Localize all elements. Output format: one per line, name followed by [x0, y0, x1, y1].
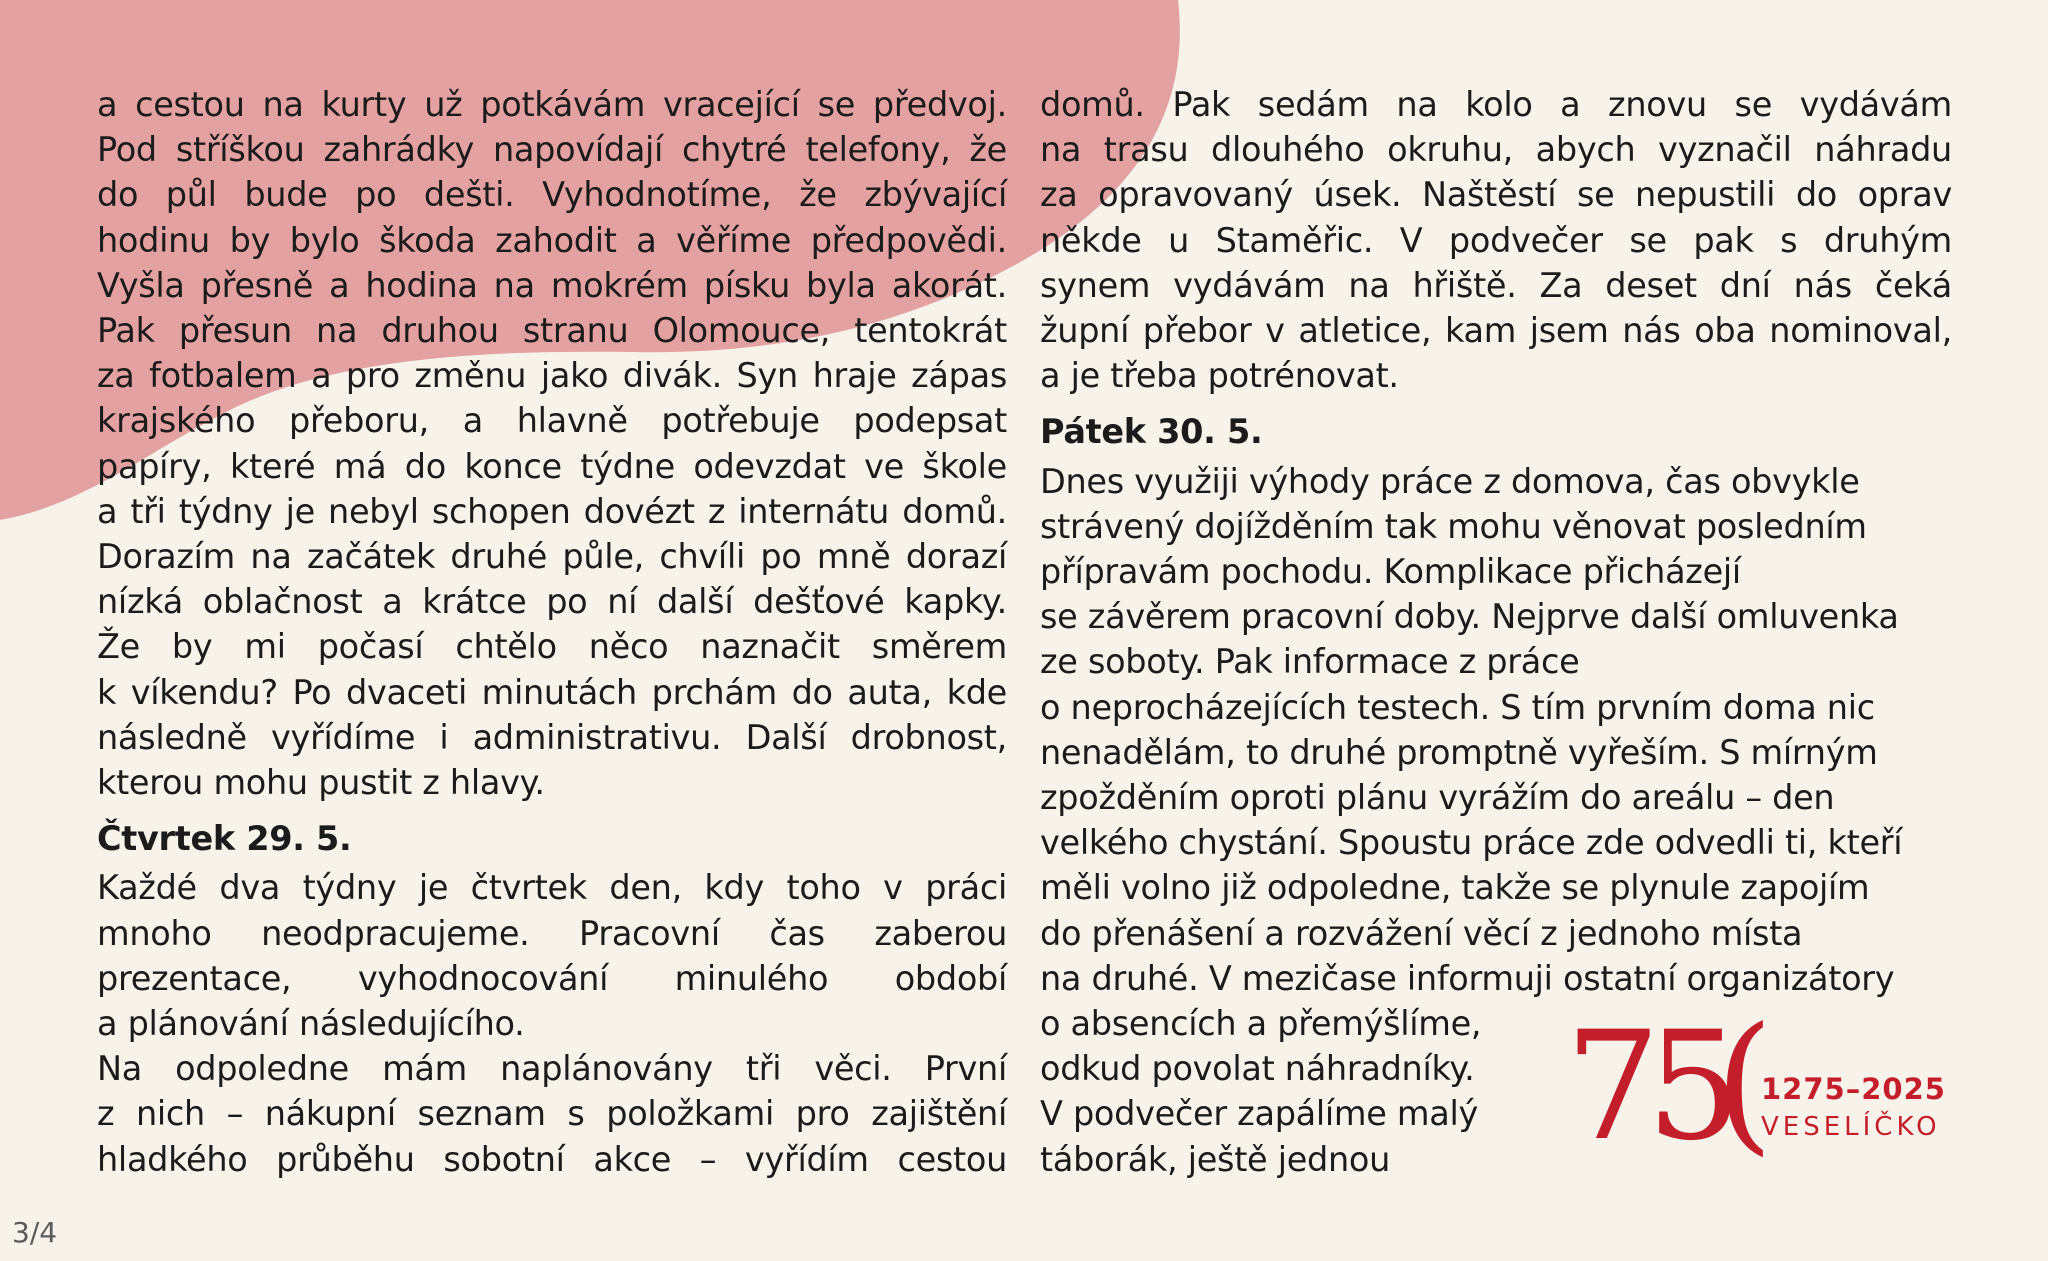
- text-line: za fotbalem a pro změnu jako divák. Syn hraje zápas: [97, 356, 1007, 396]
- page-number: 3/4: [12, 1216, 58, 1249]
- text-line: nenadělám, to druhé promptně vyřeším. S mírným: [1040, 732, 1878, 772]
- text-line: za opravovaný úsek. Naštěstí se nepustili do oprav: [1040, 175, 1952, 215]
- text-line: odkud povolat náhradníky.: [1040, 1049, 1475, 1089]
- text-line: zpožděním oproti plánu vyrážím do areálu – den: [1040, 778, 1835, 818]
- logo-number: 75: [1565, 1000, 1728, 1174]
- text-line: kterou mohu pustit z hlavy.: [97, 763, 545, 803]
- text-line: někde u Staměřic. V podvečer se pak s druhým: [1040, 220, 1952, 260]
- text-line: Dorazím na začátek druhé půle, chvíli po mně dorazí: [97, 537, 1007, 577]
- text-line: o neprocházejících testech. S tím prvním doma nic: [1040, 687, 1875, 727]
- text-line: a tři týdny je nebyl schopen dovézt z internátu domů.: [97, 491, 1007, 531]
- text-line: župní přebor v atletice, kam jsem nás oba nominoval,: [1040, 311, 1952, 351]
- text-line: Pod stříškou zahrádky napovídají chytré telefony, že: [97, 130, 1007, 170]
- text-line: velkého chystání. Spoustu práce zde odvedli ti, kteří: [1040, 823, 1903, 863]
- left-column: [97, 82, 1007, 1182]
- text-line: Pak přesun na druhou stranu Olomouce, tentokrát: [97, 311, 1007, 351]
- right-column: [1040, 82, 1952, 1182]
- text-line: mnoho neodpracujeme. Pracovní čas zaberou: [97, 913, 1007, 953]
- text-line: Každé dva týdny je čtvrtek den, kdy toho v práci: [97, 868, 1007, 908]
- text-line: následně vyřídíme i administrativu. Další drobnost,: [97, 717, 1007, 757]
- text-line: se závěrem pracovní doby. Nejprve další omluvenka: [1040, 597, 1899, 637]
- text-line: Vyšla přesně a hodina na mokrém písku byla akorát.: [97, 265, 1007, 305]
- text-line: a je třeba potrénovat.: [1040, 356, 1399, 396]
- text-line: do přenášení a rozvážení věcí z jednoho místa: [1040, 913, 1803, 953]
- text-line: a plánování následujícího.: [97, 1004, 525, 1044]
- text-line: k víkendu? Po dvaceti minutách prchám do auta, kde: [97, 672, 1007, 712]
- text-line: na trasu dlouhého okruhu, abych vyznačil náhradu: [1040, 130, 1952, 170]
- logo-name: VESELÍČKO: [1761, 1112, 1941, 1142]
- text-line: Na odpoledne mám naplánovány tři věci. První: [97, 1049, 1007, 1089]
- text-line: přípravám pochodu. Komplikace přicházejí: [1040, 552, 1741, 592]
- text-line: papíry, které má do konce týdne odevzdat ve škole: [97, 446, 1007, 486]
- text-line: synem vydávám na hřiště. Za deset dní nás čeká: [1040, 265, 1952, 305]
- text-line: a cestou na kurty už potkávám vracející se předvoj.: [97, 85, 1007, 124]
- text-line: prezentace, vyhodnocování minulého období: [97, 958, 1007, 998]
- section-heading-thursday: Čtvrtek 29. 5.: [97, 819, 352, 859]
- text-line: hodinu by bylo škoda zahodit a věříme předpovědi.: [97, 220, 1007, 260]
- text-line: z nich – nákupní seznam s položkami pro zajištění: [97, 1094, 1007, 1134]
- section-heading-friday: Pátek 30. 5.: [1040, 412, 1263, 452]
- text-line: táborák, ještě jednou: [1040, 1139, 1391, 1179]
- text-line: na druhé. V mezičase informuji ostatní organizátory: [1040, 958, 1895, 998]
- text-line: strávený dojížděním tak mohu věnovat posledním: [1040, 506, 1867, 546]
- text-line: měli volno již odpoledne, takže se plynule zapojím: [1040, 868, 1870, 908]
- text-line: ze soboty. Pak informace z práce: [1040, 642, 1580, 682]
- text-line: domů. Pak sedám na kolo a znovu se vydávám: [1040, 85, 1952, 124]
- text-line: nízká oblačnost a krátce po ní další dešťové kapky.: [97, 582, 1007, 622]
- text-line: krajského přeboru, a hlavně potřebuje podepsat: [97, 401, 1007, 441]
- logo-years: 1275–2025: [1761, 1072, 1946, 1106]
- anniversary-logo: [1565, 996, 1965, 1180]
- text-line: do půl bude po dešti. Vyhodnotíme, že zbývající: [97, 175, 1007, 215]
- text-line: Že by mi počasí chtělo něco naznačit směrem: [97, 627, 1007, 667]
- text-line: V podvečer zapálíme malý: [1040, 1094, 1478, 1134]
- text-line: o absencích a přemýšlíme,: [1040, 1004, 1482, 1044]
- logo-bracket-icon: (: [1715, 996, 1774, 1170]
- text-line: hladkého průběhu sobotní akce – vyřídím cestou: [97, 1139, 1007, 1179]
- text-line: Dnes využiji výhody práce z domova, čas obvykle: [1040, 461, 1860, 501]
